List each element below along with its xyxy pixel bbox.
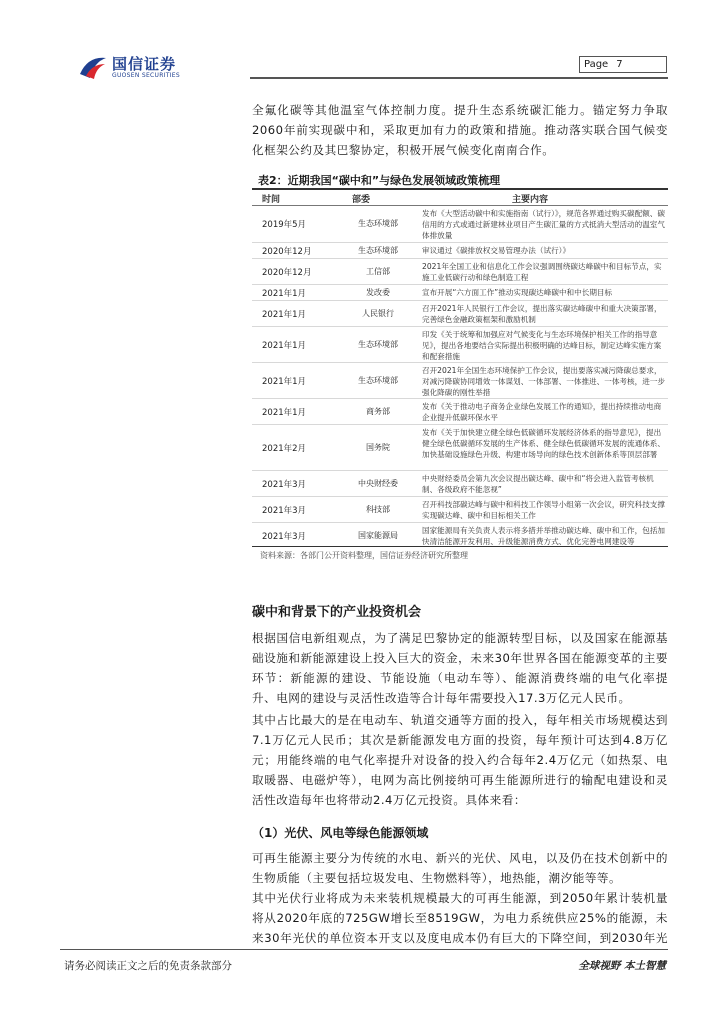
table-row [252, 425, 668, 471]
row-dept: 中央财经委 [358, 479, 398, 488]
row-content: 审议通过《碳排放权交易管理办法（试行）》 [422, 246, 571, 255]
table-header-content: 主要内容 [512, 195, 549, 205]
row-date: 2021年3月 [262, 480, 307, 490]
row-date: 2021年1月 [262, 289, 307, 299]
row-content: 召开2021年人民银行工作会议，提出落实碳达峰碳中和重大决策部署，完善绿色金融政策框架和激励机制 [422, 304, 662, 324]
row-dept: 国家能源局 [358, 531, 398, 540]
table-row [252, 327, 668, 363]
row-date: 2020年12月 [262, 268, 312, 278]
page-header [0, 0, 724, 90]
page-number: 7 [616, 59, 623, 70]
logo-english-name: GUOSEN SECURITIES [112, 72, 181, 79]
row-dept: 发改委 [366, 288, 390, 297]
sub-title: （1）光伏、风电等绿色能源领域 [252, 826, 429, 840]
row-dept: 生态环境部 [358, 340, 398, 349]
row-date: 2019年5月 [262, 220, 307, 230]
table-top-rule [252, 188, 668, 190]
header-rule [250, 77, 668, 79]
table-row [252, 399, 668, 425]
row-content: 发布《关于推动电子商务企业绿色发展工作的通知》，提出持续推动电商企业提升低碳环保水平 [422, 402, 662, 422]
row-date: 2021年1月 [262, 377, 307, 387]
row-dept: 生态环境部 [358, 219, 398, 228]
footer-rule [60, 949, 668, 950]
company-logo [78, 50, 238, 84]
row-content: 召开2021年全国生态环境保护工作会议，提出要落实减污降碳总要求，对减污降碳协同增效一体谋划、一体部署、一体推进、一体考核，进一步强化降碳的刚性举措 [422, 366, 665, 397]
row-date: 2021年3月 [262, 506, 307, 516]
row-dept: 人民银行 [362, 309, 394, 318]
paragraph-1: 根据国信电新组观点，为了满足巴黎协定的能源转型目标，以及国家在能源基础设施和新能源建设上投入巨大的资金，未来30年世界各国在能源变革的主要环节：新能源的建设、节能设施（电动车等）、能源消费终端的电气化率提升、电网的建设与灵活性改造等合计每年需要投入17.3万亿元人民币。 [252, 631, 668, 705]
intro-paragraph: 全氟化碳等其他温室气体控制力度。提升生态系统碳汇能力。锚定努力争取2060年前实现碳中和，采取更加有力的政策和措施。推动落实联合国气候变化框架公约及其巴黎协定，积极开展气候变化南南合作。 [252, 103, 668, 157]
table-row [252, 206, 668, 243]
row-dept: 生态环境部 [358, 376, 398, 385]
policy-table [252, 206, 668, 549]
row-content: 印发《关于统筹和加强应对气候变化与生态环境保护相关工作的指导意见》，提出各地要结合实际提出积极明确的达峰目标，制定达峰实施方案和配套措施 [422, 330, 662, 361]
table-header-row [252, 191, 668, 205]
row-content: 发布《关于加快建立健全绿色低碳循环发展经济体系的指导意见》，提出健全绿色低碳循环发展的生产体系、健全绿色低碳循环发展的流通体系、加快基础设施绿色升级、构建市场导向的绿色技术创新体系等顶层部署 [422, 428, 665, 459]
page-indicator [579, 56, 667, 73]
section-title: 碳中和背景下的产业投资机会 [252, 605, 422, 620]
row-content: 中央财经委员会第九次会议提出碳达峰、碳中和“将会进入监管考核机制、各级政府不能忽视” [422, 474, 654, 494]
row-content: 宣布开展“六方面工作”推动实现碳达峰碳中和中长期目标 [422, 288, 613, 297]
paragraph-3: 可再生能源主要分为传统的水电、新兴的光伏、风电，以及仍在技术创新中的生物质能（主要包括垃圾发电、生物燃料等），地热能，潮汐能等等。 [252, 851, 668, 885]
row-dept: 生态环境部 [358, 246, 398, 255]
table-row [252, 285, 668, 301]
table-header-date: 时间 [262, 195, 281, 205]
row-content: 发布《大型活动碳中和实施指南（试行）》，规范各界通过购买碳配额、碳信用的方式或通过新建林业项目产生碳汇量的方式抵消大型活动的温室气体排放量 [422, 209, 665, 240]
row-date: 2021年1月 [262, 408, 307, 418]
table-row [252, 497, 668, 523]
table-header-dept: 部委 [352, 195, 371, 205]
row-dept: 商务部 [366, 407, 390, 416]
row-content: 召开科技部碳达峰与碳中和科技工作领导小组第一次会议，研究科技支撑实现碳达峰、碳中和目标相关工作 [422, 500, 665, 520]
guosen-logo-icon [78, 52, 108, 80]
table-source: 资料来源：各部门公开资料整理，国信证券经济研究所整理 [260, 551, 468, 560]
table-row [252, 259, 668, 285]
row-date: 2021年2月 [262, 444, 307, 454]
row-content: 2021年全国工业和信息化工作会议强调围绕碳达峰碳中和目标节点，实施工业低碳行动和绿色制造工程 [422, 262, 662, 282]
row-dept: 科技部 [366, 505, 390, 514]
paragraph-2: 其中占比最大的是在电动车、轨道交通等方面的投入，每年相关市场规模达到7.1万亿元人民币；其次是新能源发电方面的投资，每年预计可达到4.8万亿元；用能终端的电气化率提升对设备的投入约合每年2.4万亿元（如热泵、电取暖器、电磁炉等），电网为高比例接纳可再生能源所进行的输配电建设和灵活性改造每年也将带动2.4万亿元投资。具体来看： [252, 713, 668, 807]
row-date: 2021年1月 [262, 310, 307, 320]
row-date: 2020年12月 [262, 247, 312, 257]
table-row [252, 471, 668, 497]
table-title: 表2：近期我国“碳中和”与绿色发展领域政策梳理 [258, 174, 501, 187]
table-row [252, 243, 668, 259]
row-dept: 国务院 [366, 443, 390, 452]
row-date: 2021年1月 [262, 341, 307, 351]
footer-slogan: 全球视野 本土智慧 [578, 960, 666, 972]
table-row [252, 301, 668, 327]
table-bottom-rule [252, 546, 668, 547]
page-label: Page [584, 59, 609, 70]
logo-chinese-name: 国信证券 [112, 55, 177, 73]
row-date: 2021年3月 [262, 532, 307, 542]
table-row [252, 363, 668, 399]
paragraph-4: 其中光伏行业将成为未来装机规模最大的可再生能源，到2050年累计装机量将从2020年底的725GW增长至8519GW，为电力系统供应25%的能源，未来30年光伏的单位资本开支以及度电成本仍有巨大的下降空间，到2030年光 [252, 891, 668, 945]
row-dept: 工信部 [366, 267, 390, 276]
row-content: 国家能源局有关负责人表示将多措并举推动碳达峰、碳中和工作，包括加快清洁能源开发利用、升级能源消费方式、优化完善电网建设等 [422, 526, 665, 546]
footer-disclaimer: 请务必阅读正文之后的免责条款部分 [64, 960, 232, 972]
